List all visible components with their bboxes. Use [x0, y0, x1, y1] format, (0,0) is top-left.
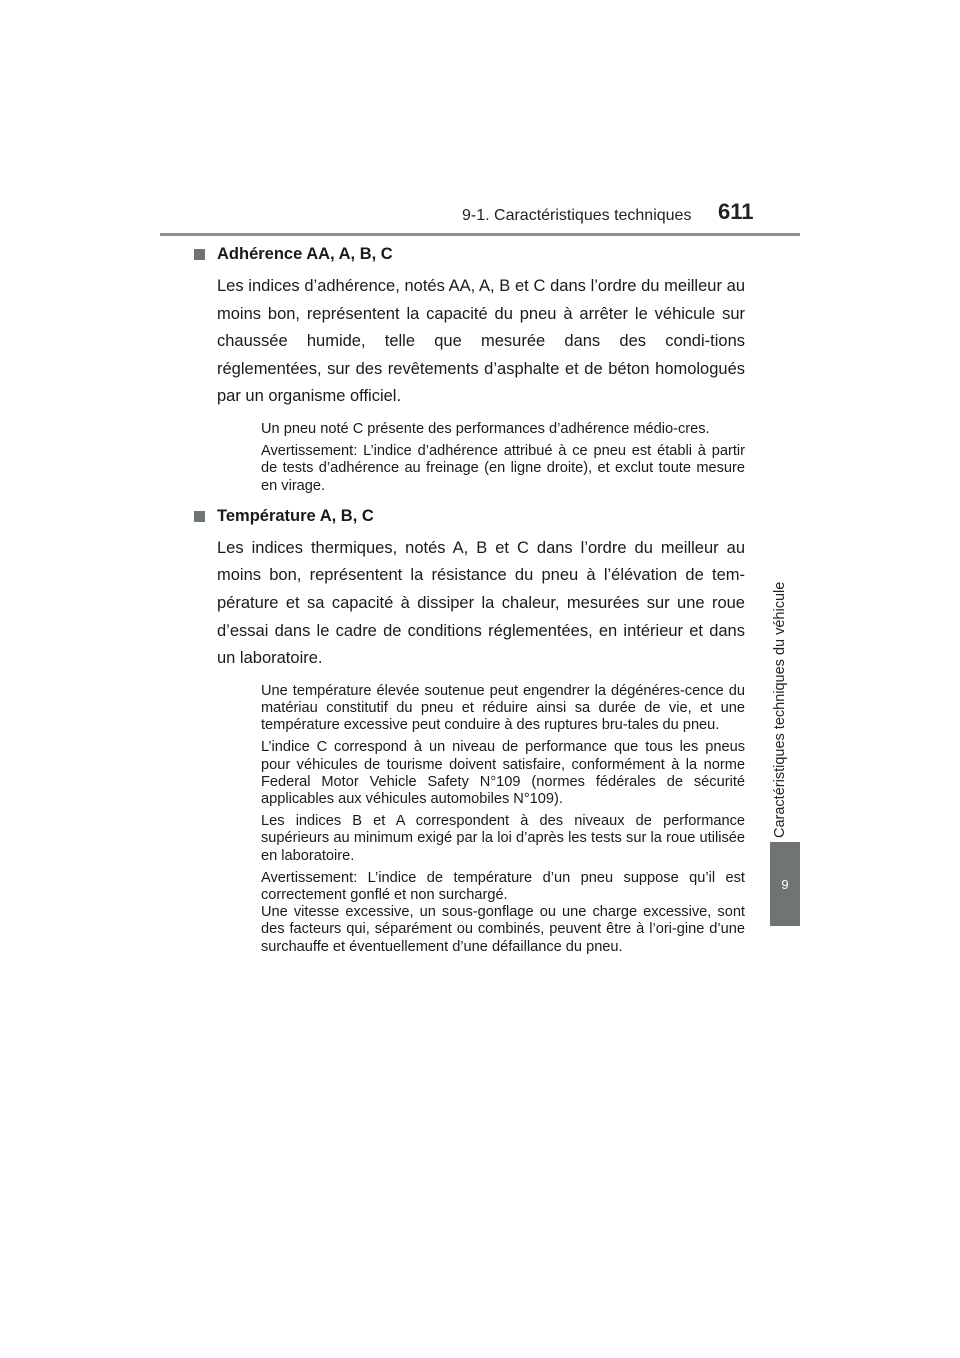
header-rule — [160, 233, 800, 236]
chapter-tab — [770, 842, 800, 926]
note-paragraph: Avertissement: L’indice de température d’un pneu suppose qu’il est correctement gonflé et non surchargé. — [261, 869, 745, 903]
note-paragraph: Un pneu noté C présente des performances d’adhérence médio-cres. — [261, 420, 710, 437]
note-paragraph: Avertissement: L’indice d’adhérence attribué à ce pneu est établi à partir de tests d’adhérence au freinage (en ligne droite), et exclut toute mesure en virage. — [261, 443, 745, 494]
square-bullet-icon — [194, 249, 205, 260]
note-paragraph: L’indice C correspond à un niveau de performance que tous les pneus pour véhicules de tourisme doivent satisfaire, conformément à la norme Federal Motor Vehicle Safety N°109 (normes fédérales de sécurité applicables aux véhicules automobiles N°109). — [261, 739, 745, 807]
header-section-title: 9-1. Caractéristiques techniques — [462, 207, 692, 224]
page-number: 611 — [718, 199, 754, 224]
square-bullet-icon — [194, 511, 205, 522]
chapter-number: 9 — [781, 876, 789, 892]
section-heading-text: Adhérence AA, A, B, C — [217, 245, 393, 263]
main-content — [217, 243, 745, 961]
note-paragraph: Une vitesse excessive, un sous-gonflage ou une charge excessive, sont des facteurs qui, séparément ou combinés, peuvent être à l’ori-gine d’une surchauffe et éventuellement d’une défaillance du pneu. — [261, 904, 745, 955]
section-temperature — [217, 505, 745, 956]
body-paragraph: Les indices d’adhérence, notés AA, A, B et C dans l’ordre du meilleur au moins bon, représentent la capacité du pneu à arrêter le véhicule sur chaussée humide, telle que mesurée dans des condi-tions réglementées, sur des revêtements d’asphalte et de béton homologués par un organisme officiel. — [217, 277, 745, 406]
body-paragraph: Les indices thermiques, notés A, B et C dans l’ordre du meilleur au moins bon, représentent la résistance du pneu à l’élévation de tem-pérature et sa capacité à dissiper la chaleur, mesurées sur une roue d’essai dans le cadre de conditions réglementées, en intérieur et dans un laboratoire. — [217, 538, 745, 668]
section-adherence — [217, 243, 745, 495]
section-heading — [217, 243, 745, 265]
section-heading-text: Température A, B, C — [217, 506, 374, 525]
note-paragraph: Une température élevée soutenue peut engendrer la dégénéres-cence du matériau constitutif du pneu et réduire ainsi sa durée de vie, et une température excessive peut conduire à des ruptures bru-tales du pneu. — [261, 682, 745, 734]
section-heading — [217, 505, 745, 527]
note-paragraph: Les indices B et A correspondent à des niveaux de performance supérieurs au minimum exigé par la loi d’après les tests sur la roue utilisée en laboratoire. — [261, 813, 745, 864]
side-tab-label: Caractéristiques techniques du véhicule — [772, 581, 788, 838]
